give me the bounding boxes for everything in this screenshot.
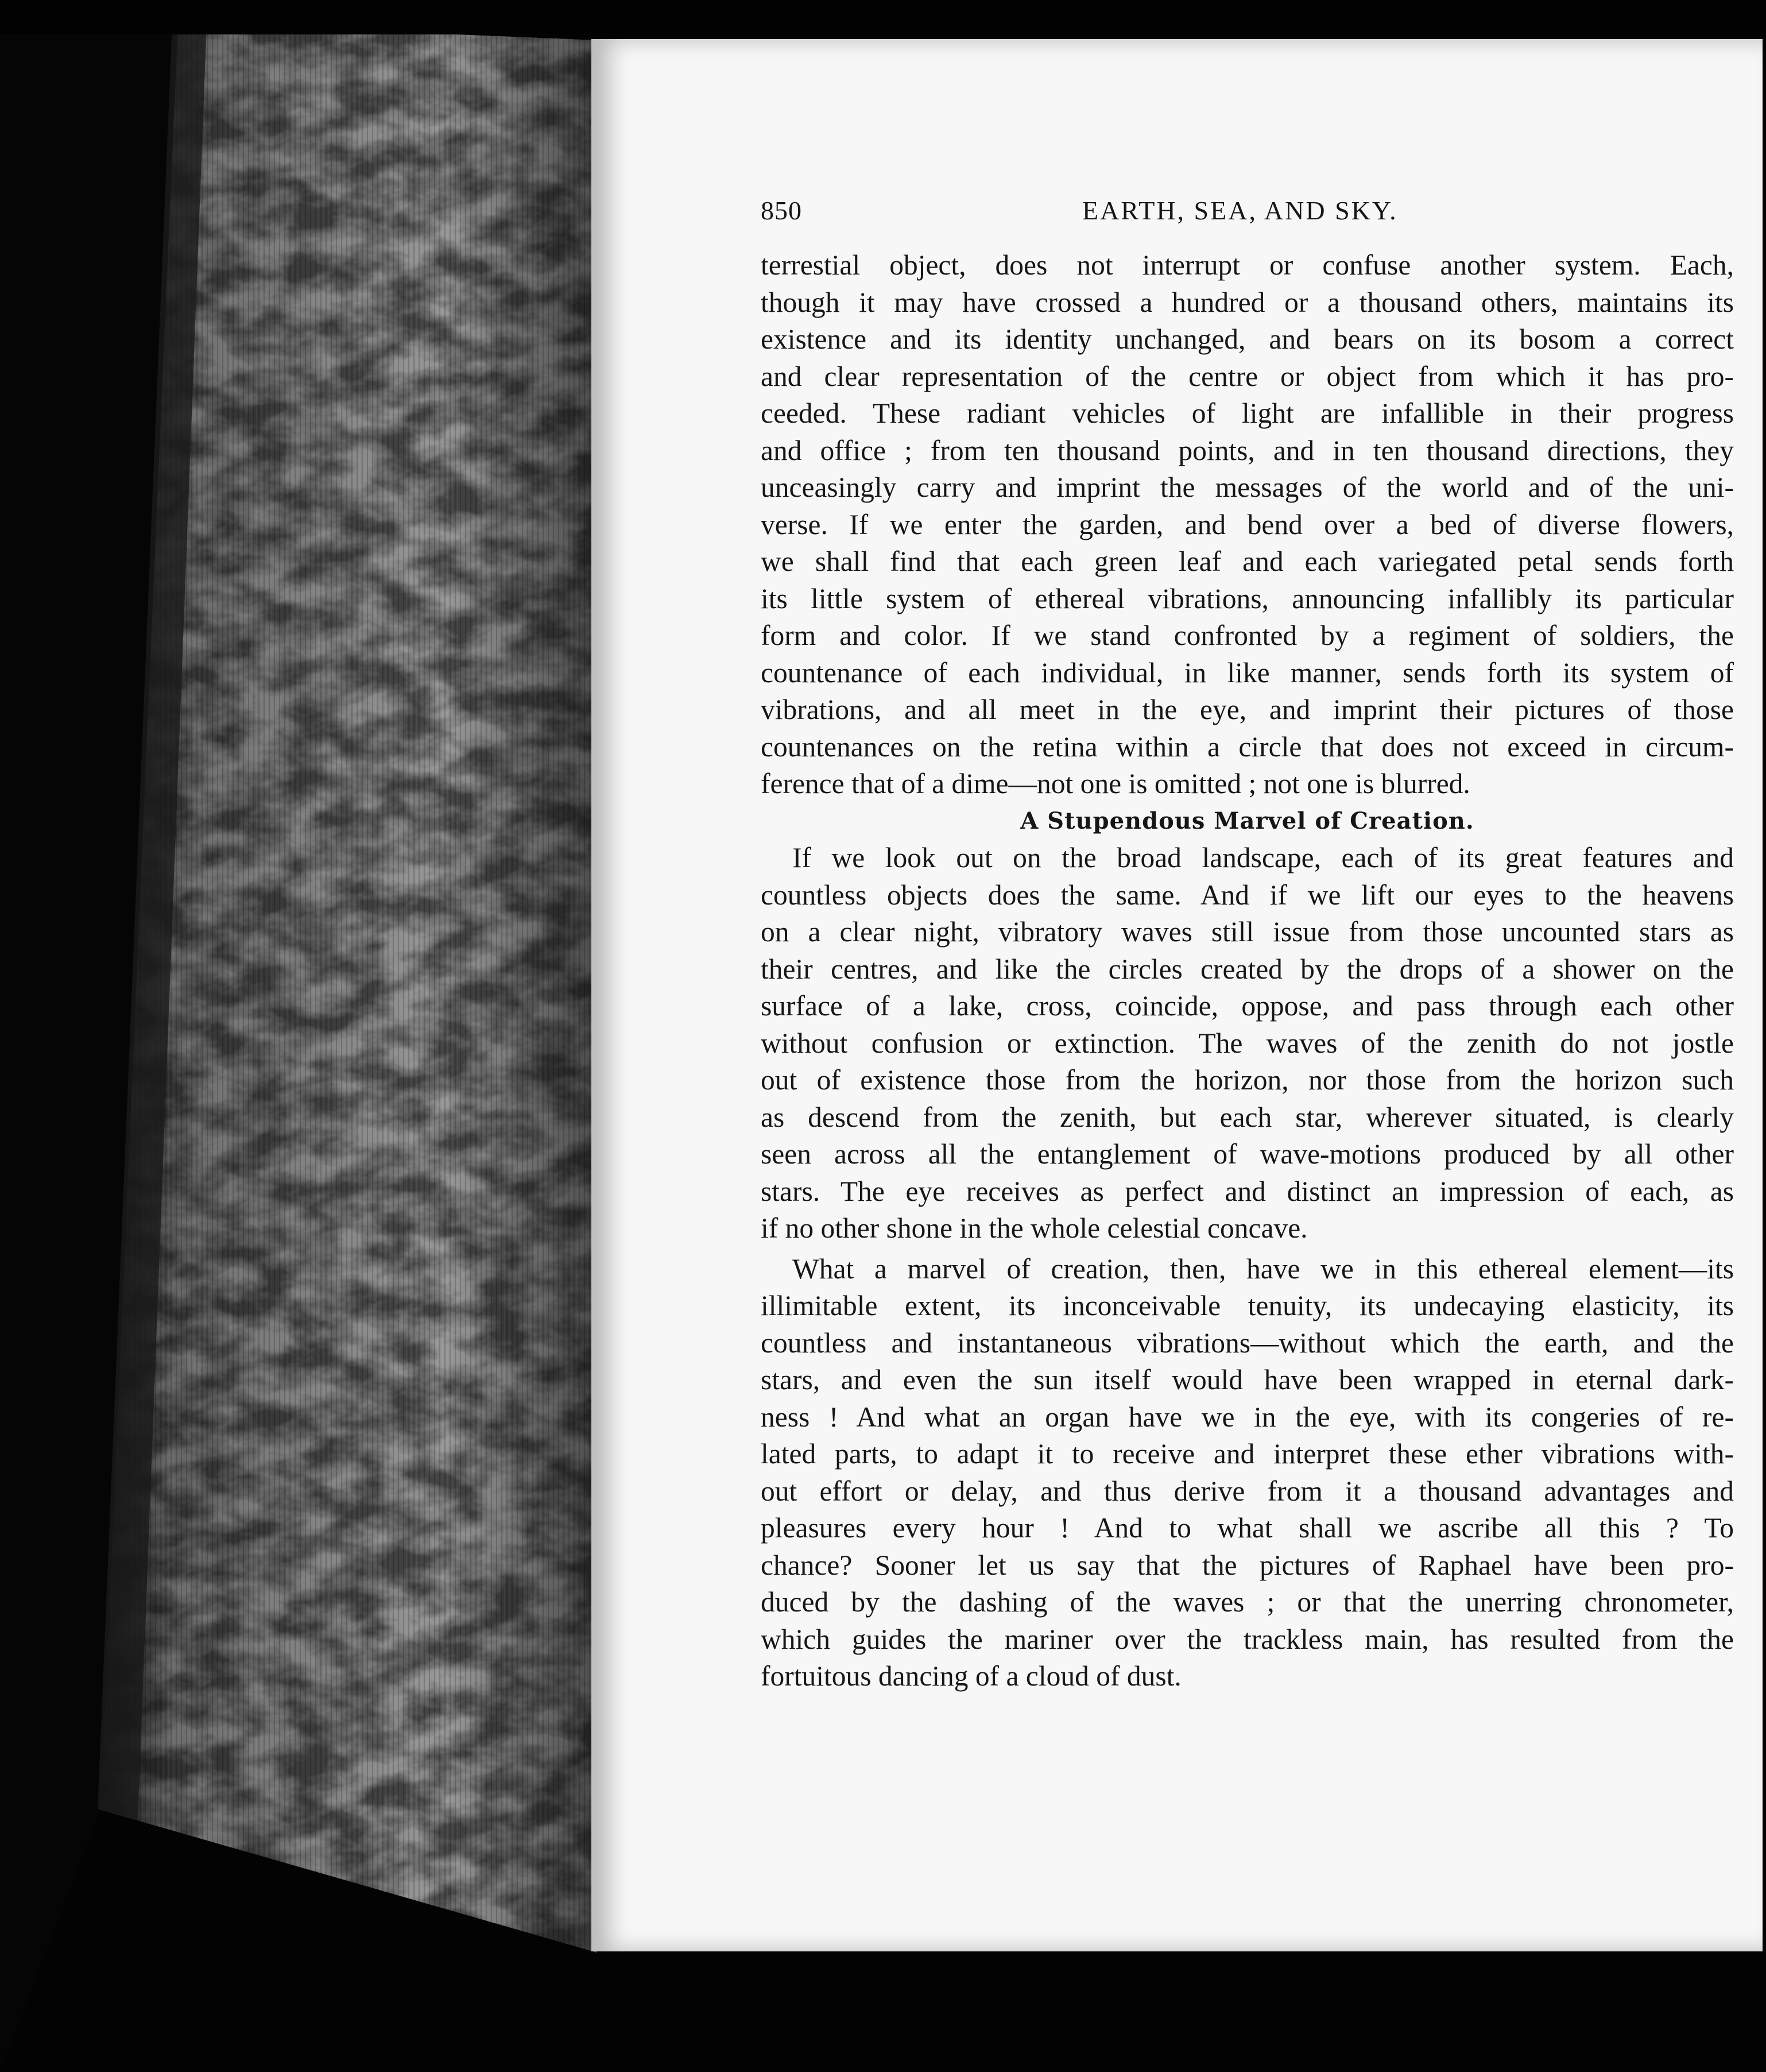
text-line: verse. If we enter the garden, and bend over a bed of diverse flowers, [761, 508, 1734, 540]
page-text-block [761, 195, 1748, 1695]
text-line: their centres, and like the circles created by the drops of a shower on the [761, 953, 1734, 985]
text-line: on a clear night, vibratory waves still issue from those uncounted stars as [761, 916, 1734, 948]
text-line: duced by the dashing of the waves ; or that the unerring chronometer, [761, 1586, 1734, 1618]
text-line: countless and instantaneous vibrations—without which the earth, and the [761, 1327, 1734, 1359]
text-line: we shall find that each green leaf and each variegated petal sends forth [761, 546, 1734, 577]
text-line: vibrations, and all meet in the eye, and imprint their pictures of those [761, 694, 1734, 725]
paragraph-3 [761, 1251, 1748, 1695]
text-line: if no other shone in the whole celestial concave. [761, 1212, 1308, 1244]
text-line: lated parts, to adapt it to receive and interpret these ether vibrations with- [761, 1438, 1734, 1470]
text-line: If we look out on the broad landscape, each of its great features and [792, 842, 1734, 873]
text-line: countenance of each individual, in like manner, sends forth its system of [761, 656, 1734, 689]
text-line: seen across all the entanglement of wave-motions produced by all other [761, 1138, 1734, 1170]
paragraph-2 [761, 840, 1748, 1247]
text-line: ceeded. These radiant vehicles of light are infallible in their progress [761, 397, 1734, 429]
text-line: pleasures every hour ! And to what shall we ascribe all this ? To [761, 1512, 1734, 1544]
text-line: unceasingly carry and imprint the messages of the world and of the uni- [761, 471, 1734, 503]
text-line: chance? Sooner let us say that the pictures of Raphael have been pro- [761, 1549, 1734, 1581]
text-line: out of existence those from the horizon, nor those from the horizon such [761, 1064, 1734, 1096]
text-line: and office ; from ten thousand points, and in ten thousand directions, they [761, 434, 1734, 466]
text-line: surface of a lake, cross, coincide, oppose, and pass through each other [761, 990, 1734, 1022]
text-line: What a marvel of creation, then, have we in this ethereal element—its [792, 1253, 1734, 1285]
text-line: terrestial object, does not interrupt or confuse another system. Each, [761, 249, 1734, 281]
text-line: though it may have crossed a hundred or a thousand others, maintains its [761, 286, 1734, 318]
text-line: out effort or delay, and thus derive from it a thousand advantages and [761, 1475, 1734, 1507]
page-number: 850 [761, 196, 802, 225]
section-heading: A Stupendous Marvel of Creation. [1020, 807, 1474, 834]
text-line: and clear representation of the centre or object from which it has pro- [761, 360, 1734, 392]
running-title: EARTH, SEA, AND SKY. [1082, 196, 1398, 225]
text-line: as descend from the zenith, but each star, wherever situated, is clearly [761, 1101, 1734, 1133]
text-line: which guides the mariner over the trackless main, has resulted from the [761, 1623, 1734, 1655]
text-line: ference that of a dime—not one is omitted ; not one is blurred. [761, 768, 1470, 799]
page-header [761, 195, 1748, 247]
text-line: fortuitous dancing of a cloud of dust. [761, 1660, 1182, 1692]
text-line: illimitable extent, its inconceivable tenuity, its undecaying elasticity, its [761, 1290, 1734, 1321]
text-line: its little system of ethereal vibrations, announcing infallibly its particular [761, 582, 1734, 614]
text-line: countenances on the retina within a circle that does not exceed in circum- [761, 730, 1734, 763]
top-background [0, 0, 1766, 34]
text-line: countless objects does the same. And if we lift our eyes to the heavens [761, 879, 1734, 911]
text-line: existence and its identity unchanged, and bears on its bosom a correct [761, 323, 1734, 355]
paragraph-1 [761, 247, 1748, 803]
text-line: stars. The eye receives as perfect and distinct an impression of each, as [761, 1175, 1734, 1207]
book-page [591, 39, 1763, 1951]
text-line: without confusion or extinction. The waves of the zenith do not jostle [761, 1027, 1734, 1059]
text-line: stars, and even the sun itself would have been wrapped in eternal dark- [761, 1364, 1734, 1395]
text-line: ness ! And what an organ have we in the eye, with its congeries of re- [761, 1401, 1734, 1433]
text-line: form and color. If we stand confronted by a regiment of soldiers, the [761, 620, 1734, 651]
